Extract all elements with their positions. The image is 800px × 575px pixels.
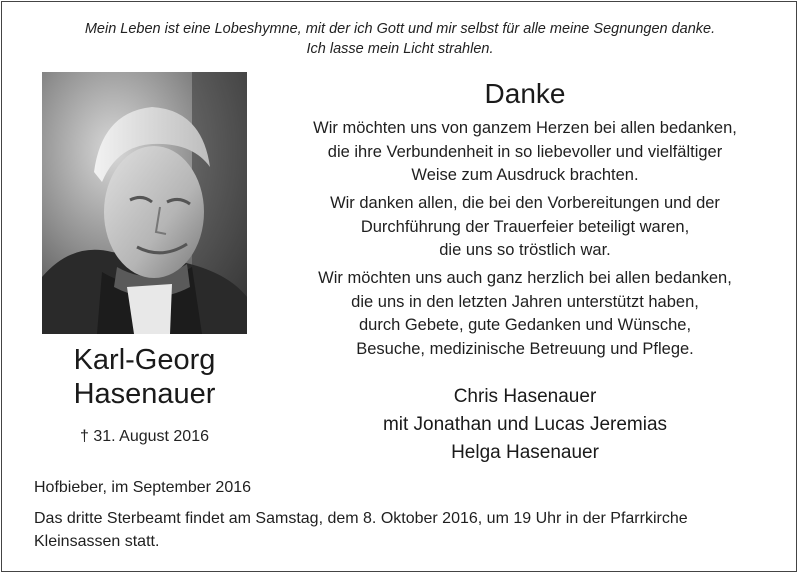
motto [0, 19, 800, 59]
thanks-line: Weise zum Ausdruck brachten. [411, 166, 639, 184]
thanks-paragraph-2 [270, 192, 780, 263]
thanks-line: die uns in den letzten Jahren unterstützt haben, [351, 292, 699, 311]
signer-2: mit Jonathan und Lucas Jeremias [382, 414, 668, 435]
motto-line-2: Ich lasse mein Licht strahlen. [306, 41, 494, 57]
thanks-line: die uns so tröstlich war. [439, 241, 611, 259]
death-date: † 31. August 2016 [80, 428, 209, 445]
thanks-paragraph-1 [270, 117, 780, 188]
thanks-line: Wir danken allen, die bei den Vorbereitungen und der [330, 194, 720, 212]
place-date: Hofbieber, im September 2016 [34, 479, 252, 496]
deceased-name [42, 343, 247, 411]
deceased-first-name: Karl-Georg [73, 344, 216, 376]
signers [270, 383, 780, 467]
service-note: Das dritte Sterbeamt findet am Samstag, dem 8. Oktober 2016, um 19 Uhr in der Pfarrkirche Kleinsassen statt. [34, 510, 688, 550]
thanks-line: Besuche, medizinische Betreuung und Pflege. [356, 339, 694, 358]
thanks-line: Wir möchten uns auch ganz herzlich bei allen bedanken, [318, 269, 732, 287]
deceased-last-name: Hasenauer [73, 378, 216, 410]
portrait-photo [42, 72, 247, 334]
thanks-line: Wir möchten uns von ganzem Herzen bei allen bedanken, [313, 119, 737, 137]
thanks-line: die ihre Verbundenheit in so liebevoller und vielfältiger [327, 142, 723, 161]
motto-line-1: Mein Leben ist eine Lobeshymne, mit der ich Gott und mir selbst für alle meine Segnungen danke. [84, 21, 716, 37]
footer [34, 476, 774, 553]
thanks-line: durch Gebete, gute Gedanken und Wünsche, [358, 316, 692, 334]
signer-3: Helga Hasenauer [451, 442, 599, 463]
thanks-title: Danke [484, 78, 566, 109]
thanks-paragraph-3 [270, 267, 780, 361]
signer-1: Chris Hasenauer [453, 386, 597, 407]
thanks-line: Durchführung der Trauerfeier beteiligt waren, [360, 217, 690, 236]
